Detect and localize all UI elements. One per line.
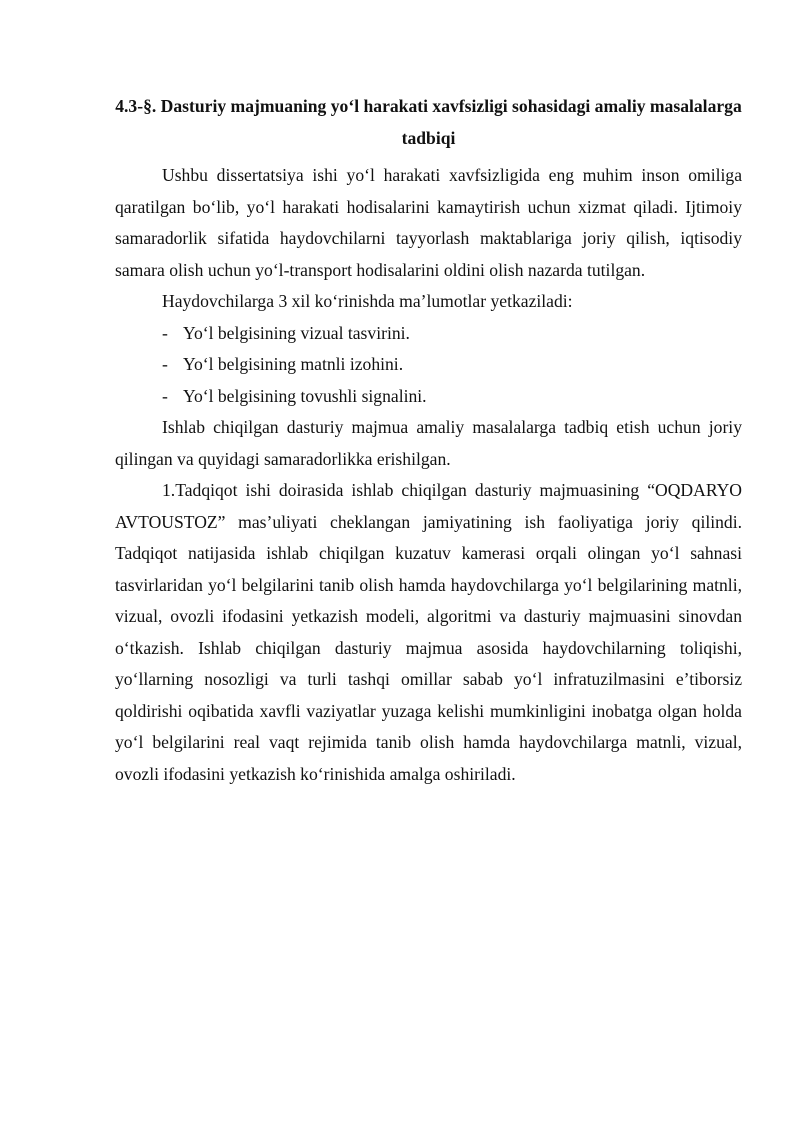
list-item-text: Yo‘l belgisining tovushli signalini. (183, 385, 427, 406)
document-body (115, 90, 742, 790)
list-bullet: - (162, 385, 168, 406)
list-item (115, 381, 742, 413)
list-bullet: - (162, 354, 168, 374)
paragraph-implementation: Ishlab chiqilgan dasturiy majmua amaliy masalalarga tadbiq etish uchun joriy qilingan va quyidagi samaradorlikka erishilgan. (115, 417, 742, 469)
paragraph-intro: Ushbu dissertatsiya ishi yo‘l harakati xavfsizligida eng muhim inson omiliga qaratilgan bo‘lib, yo‘l harakati hodisalarini kamaytirish uchun xizmat qiladi. Ijtimoiy samaradorlik sifatida haydovchilarni tayyorlash maktablariga joriy qilish, iqtisodiy samara olish uchun yo‘l-transport hodisalarini oldini olish nazarda tutilgan. (115, 165, 742, 280)
list-item-text: Yo‘l belgisining vizual tasvirini. (183, 322, 410, 343)
paragraph-results: 1.Tadqiqot ishi doirasida ishlab chiqilgan dasturiy majmuasining “OQDARYO AVTOUSTOZ” mas’uliyati cheklangan jamiyatining ish faoliyatiga joriy qilindi. Tadqiqot natijasida ishlab chiqilgan kuzatuv kamerasi orqali olingan yo‘l sahnasi tasvirlaridan yo‘l belgilarini tanib olish hamda haydovchilarga yo‘l belgilarining matnli, vizual, ovozli ifodasini yetkazish modeli, algoritmi va dasturiy majmuasini sinovdan o‘tkazish. Ishlab chiqilgan dasturiy majmua asosida haydovchilarning toliqishi, yo‘llarning nosozligi va turli tashqi omillar sabab yo‘l infratuzilmasini e’tiborsiz qoldirishi oqibatida xavfli vaziyatlar yuzaga kelishi mumkinligini inobatga olgan holda yo‘l belgilarini real vaqt rejimida tanib olish hamda haydovchilarga matnli, vizual, ovozli ifodasini yetkazish ko‘rinishida amalga oshiriladi. (115, 480, 742, 784)
list-bullet: - (162, 322, 168, 343)
list-item-text: Yo‘l belgisining matnli izohini. (183, 354, 404, 374)
list-item (115, 318, 742, 350)
info-types-list (115, 318, 742, 413)
section-heading: 4.3-§. Dasturiy majmuaning yo‘l harakati xavfsizligi sohasidagi amaliy masalalarga tadbiqi (115, 96, 742, 148)
paragraph-info-types: Haydovchilarga 3 xil ko‘rinishda ma’lumotlar yetkaziladi: (162, 291, 573, 311)
list-item (115, 349, 742, 381)
